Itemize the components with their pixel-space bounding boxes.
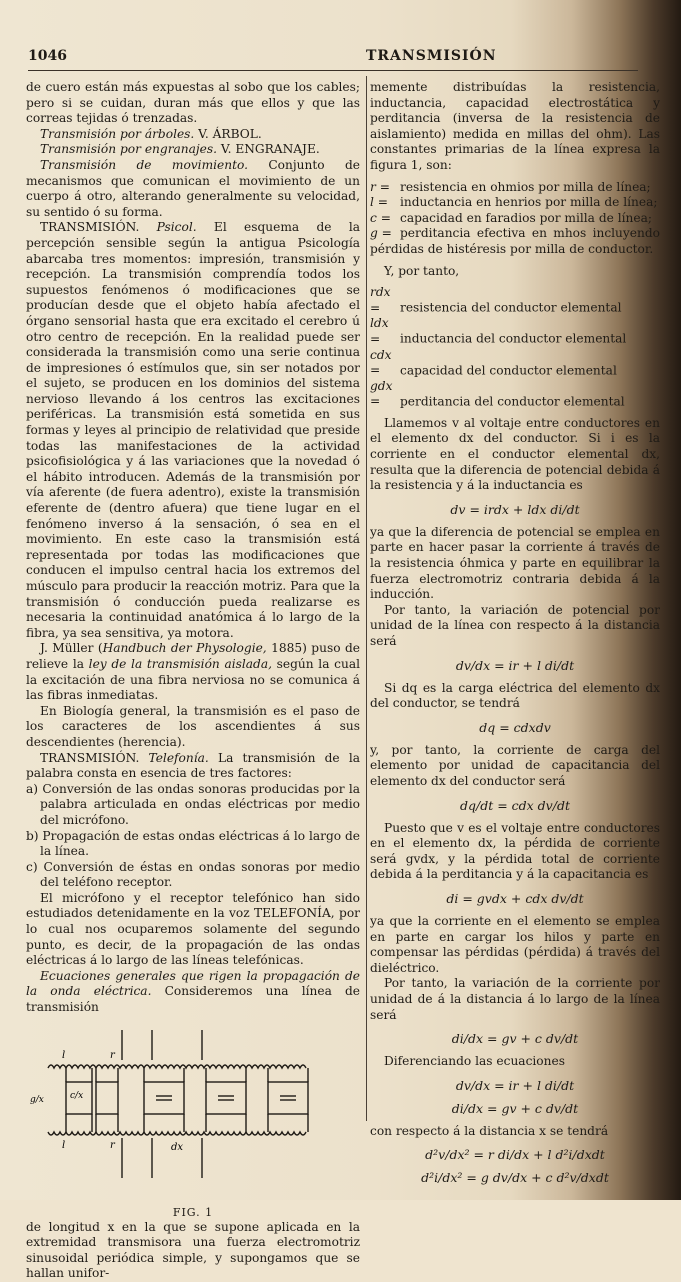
entry-field: Telefonía.: [139, 750, 209, 765]
equation: di/dx = gv + c dv/dt: [451, 1100, 579, 1116]
text-run: J. Müller (: [40, 641, 103, 656]
equation: di = gvdx + cdx dv/dt: [446, 890, 584, 906]
left-column: [26, 80, 360, 1282]
definition-text: resistencia del conductor elemental: [400, 300, 622, 315]
paragraph: En Biología general, la transmisión es el paso de los caracteres de los ascendientes á sus descendientes (herencia).: [26, 703, 360, 749]
definition-text: resistencia en ohmios por milla de línea;: [400, 179, 651, 194]
cross-ref: V. ENGRANAJE.: [217, 142, 320, 157]
entry-head: TRANSMISIÓN.: [40, 750, 140, 765]
figure-1: [26, 1030, 360, 1220]
header-rule: [28, 70, 638, 71]
equation: dv/dx = ir + l di/dt: [455, 1077, 575, 1093]
equation: di/dx = gv + c dv/dt: [451, 1031, 579, 1047]
fig-label: g/x: [30, 1094, 44, 1105]
transmission-line-diagram: [26, 1030, 360, 1200]
fig-label: l: [62, 1139, 66, 1151]
definition: [370, 211, 660, 227]
running-head: TRANSMISIÓN: [366, 48, 497, 64]
definition-symbol: l =: [370, 195, 388, 210]
book-title: Handbuch der Physologie,: [102, 641, 267, 656]
definition: [370, 316, 660, 347]
paragraph: [26, 158, 360, 220]
definition-list: [370, 285, 660, 410]
figure-caption: FIG. 1: [172, 1205, 214, 1219]
equation: dq/dt = cdx dv/dt: [460, 797, 570, 813]
paragraph: [26, 142, 360, 158]
factor-list: [26, 782, 360, 891]
paragraph: Puesto que v es el voltaje entre conductores en el elemento dx, la pérdida de corriente será gvdx, y la pérdida total de corriente debida á la perditancia y á la capacitancia es: [370, 820, 660, 882]
paragraph: [26, 220, 360, 641]
paragraph: El micrófono y el receptor telefónico han sido estudiados detenidamente en la voz TELEFONÍA, por lo cual nos ocuparemos solamente del segundo punto, es decir, de la propagación de las ondas eléctricas á lo largo de las líneas telefónicas.: [26, 890, 360, 968]
paragraph: ya que la diferencia de potencial se emplea en parte en hacer pasar la corriente á través de la resistencia óhmica y parte en equilibrar la fuerza electromotriz contraria debida á la inducción.: [370, 524, 660, 602]
paragraph: Llamemos v al voltaje entre conductores en el elemento dx del conductor. Si i es la corriente en el conductor elemental dx, resulta que la diferencia de potencial debida á la resistencia y á la inductancia es: [370, 415, 660, 493]
definition-symbol: c =: [370, 210, 391, 225]
fig-label: c/x: [70, 1090, 84, 1101]
equation: dv = irdx + ldx di/dt: [450, 501, 580, 517]
fig-label: dx: [171, 1141, 184, 1153]
paragraph: Por tanto, la variación de potencial por unidad de la línea con respecto á la distancia será: [370, 602, 660, 648]
paragraph: Si dq es la carga eléctrica del elemento dx del conductor, se tendrá: [370, 680, 660, 711]
paragraph: [26, 751, 360, 782]
definition-symbol: r =: [370, 179, 390, 194]
entry-title: Transmisión de movimiento.: [40, 157, 248, 172]
law-name: ley de la transmisión aislada,: [88, 656, 272, 671]
definition: [370, 180, 660, 196]
definition-text: inductancia en henrios por milla de línea;: [400, 195, 658, 210]
definition-list: [370, 180, 660, 258]
entry-text: Conjunto de mecanismos que comunican el movimiento de un cuerpo á otro, alterando generalmente su velocidad, su sentido ó su forma.: [26, 157, 360, 219]
paragraph: Y, por tanto,: [384, 263, 460, 278]
paragraph: [26, 127, 360, 143]
entry-text: La transmisión de la palabra consta en esencia de tres factores:: [26, 750, 361, 781]
paragraph: [26, 969, 360, 1016]
entry-text: El esquema de la percepción sensible según la antigua Psicología abarcaba tres momentos: impresión, transmisión y recepción. La transmisión comprendía todos los supuestos fenómenos ó modificaciones que se producían desde que el objeto había afectado el órgano sensorial hasta que era excitado el cerebro ú otro centro de recepción. En la realidad puede ser considerada la transmisión como una serie continua de impresiones ó estímulos que, sin ser notados por el sujeto, se producen en los dominios del sistema nervioso llevando á los centros las excitaciones periféricas. La transmisión está sometida en sus formas y leyes al principio de relatividad que preside todas las manifestaciones de la actividad psicofisiológica y á las variaciones que la novedad ó el hábito introducen. Además de la transmisión por vía aferente (de fuera adentro), existe la transmisión eferente de (dentro afuera) que tiene lugar en el fenómeno inverso á la sensación, ó sea en el movimiento. En este caso la transmisión está representada por todas las modificaciones que conducen el impulso central hacia los extremos del músculo para producir la reacción motriz. Para que la transmisión ó conducción pueda realizarse es necesaria la continuidad anatómica á lo largo de la fibra, ya sea sensitiva, ya motora.: [26, 220, 360, 640]
paragraph: y, por tanto, la corriente de carga del elemento por unidad de capacitancia del elemento dx del conductor será: [370, 742, 660, 788]
definition-symbol: gdx =: [370, 378, 393, 409]
fig-label: l: [62, 1049, 66, 1061]
definition-symbol: cdx =: [370, 347, 392, 378]
definition-text: perditancia del conductor elemental: [400, 394, 625, 409]
text-run: 1885) puso de relieve la: [26, 641, 360, 671]
cross-ref: V. ÁRBOL.: [194, 126, 262, 141]
fig-label: r: [110, 1049, 115, 1061]
definition: [370, 226, 660, 257]
definition-text: inductancia del conductor elemental: [400, 331, 627, 346]
definition-text: perditancia efectiva en mhos incluyendo pérdidas de histéresis por milla de conductor.: [370, 226, 660, 256]
list-item: a) Conversión de las ondas sonoras producidas por la palabra articulada en ondas eléctricas por medio del micrófono.: [26, 781, 360, 827]
definition: [370, 379, 660, 410]
entry-text: Consideremos una línea de transmisión: [26, 984, 361, 1015]
entry-title: Transmisión por engranajes.: [40, 142, 218, 157]
paragraph: de longitud x en la que se supone aplicada en la extremidad transmisora una fuerza electromotriz sinusoidal periódica simple, y supongamos que se hallan unifor-: [26, 1219, 360, 1281]
definition-text: capacidad del conductor elemental: [400, 363, 617, 378]
list-item: c) Conversión de éstas en ondas sonoras por medio del teléfono receptor.: [26, 859, 360, 890]
page-header: [28, 48, 628, 70]
entry-title: Transmisión por árboles.: [40, 126, 195, 141]
text-run: según la cual la excitación de una fibra nerviosa no se comunica á las fibras inmediatas.: [26, 656, 360, 703]
page-number: 1046: [28, 48, 67, 64]
equation: dq = cdxdv: [479, 719, 551, 735]
definition: [370, 348, 660, 379]
definition-symbol: g =: [370, 226, 392, 241]
definition: [370, 285, 660, 316]
equation: dv/dx = ir + l di/dt: [455, 657, 575, 673]
column-divider: [366, 76, 367, 1121]
definition-symbol: rdx =: [370, 285, 391, 315]
equation: d²i/dx² = g dv/dx + c d²v/dxdt: [421, 1170, 609, 1186]
list-item: b) Propagación de estas ondas eléctricas á lo largo de la línea.: [26, 828, 361, 859]
paragraph: con respecto á la distancia x se tendrá: [370, 1123, 609, 1138]
paragraph: Por tanto, la variación de la corriente por unidad de á la distancia á lo largo de la línea será: [370, 976, 660, 1022]
entry-field: Psicol.: [139, 220, 197, 235]
equation: d²v/dx² = r di/dx + l d²i/dxdt: [425, 1147, 605, 1163]
definition: [370, 195, 660, 211]
right-column: [370, 80, 660, 1193]
paragraph: Diferenciando las ecuaciones: [384, 1054, 565, 1069]
definition-text: capacidad en faradios por milla de línea;: [400, 210, 652, 225]
fig-label: r: [110, 1139, 115, 1151]
entry-title: Ecuaciones generales que rigen la propagación de la onda eléctrica.: [26, 968, 360, 999]
definition-symbol: ldx =: [370, 316, 389, 346]
paragraph: de cuero están más expuestas al sobo que los cables; pero si se cuidan, duran más que ellos y que las correas tejidas ó trenzadas.: [26, 80, 360, 126]
paragraph: memente distribuídas la resistencia, inductancia, capacidad electrostática y perditancia (inversa de la resistencia de aislamiento) medida en millas del ohm). Las constantes primarias de la línea expresa la figura 1, son:: [370, 80, 660, 172]
entry-head: TRANSMISIÓN.: [40, 220, 140, 235]
paragraph: ya que la corriente en el elemento se emplea en parte en cargar los hilos y parte en compensar las pérdidas (pérdida) á través del dieléctrico.: [370, 913, 660, 975]
paragraph: [26, 641, 360, 703]
